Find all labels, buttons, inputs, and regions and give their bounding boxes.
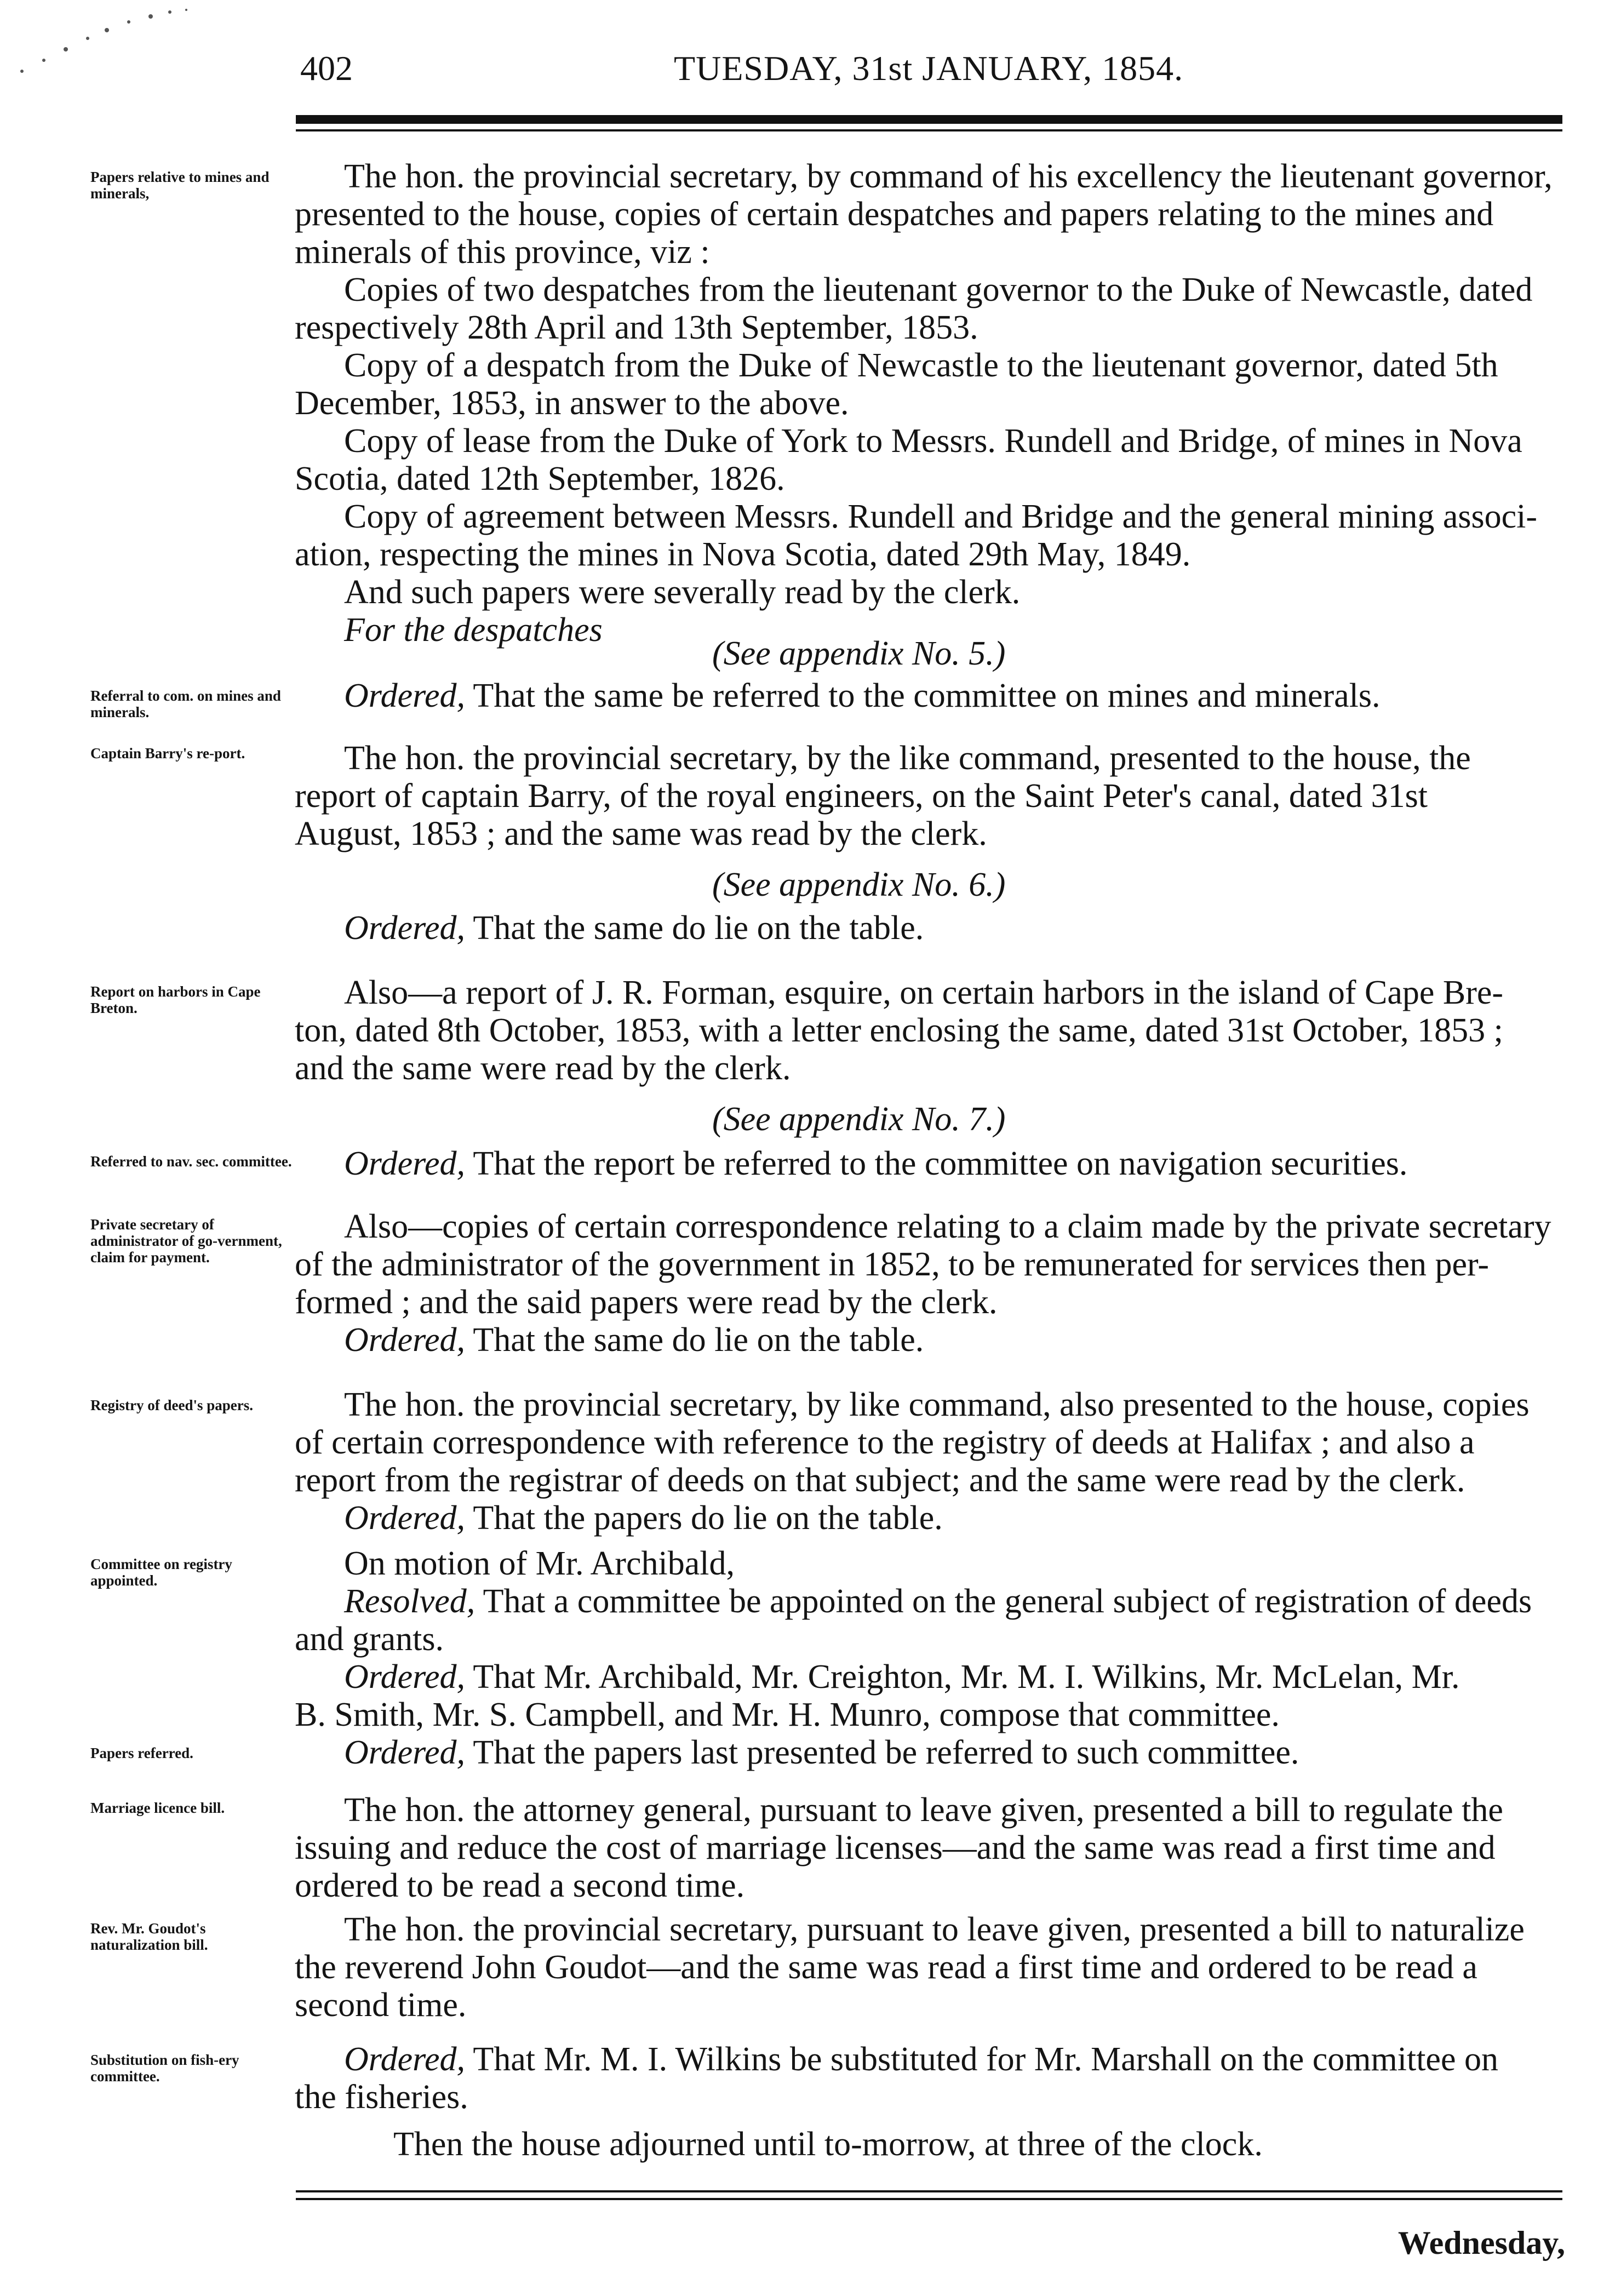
margin-note: Private secretary of administrator of go-vernment, claim for payment. (90, 1216, 282, 1266)
paragraph-adjournment (295, 2126, 1593, 2163)
appendix-reference: (See appendix No. 7.) (712, 1101, 1006, 1138)
ordered-label: Ordered, (344, 677, 465, 714)
paragraph-private-secretary (295, 1208, 1593, 1359)
text-line: The hon. the provincial secretary, pursuant to leave given, presented a bill to naturalize (344, 1911, 1525, 1948)
margin-note: Rev. Mr. Goudot's naturalization bill. (90, 1920, 208, 1953)
text-line: That Mr. M. I. Wilkins be substituted for Mr. Marshall on the committee on (465, 2041, 1498, 2078)
text-line: Scotia, dated 12th September, 1826. (295, 460, 785, 497)
ordered-label: Ordered, (344, 2041, 465, 2078)
text-line: presented to the house, copies of certain despatches and papers relating to the mines and (295, 196, 1494, 233)
text-line: That the same be referred to the committee on mines and minerals. (465, 677, 1381, 714)
paragraph-registry-committee (295, 1545, 1593, 1772)
text-line: August, 1853 ; and the same was read by the clerk. (295, 815, 987, 852)
text-line: That the papers do lie on the table. (465, 1499, 943, 1537)
margin-note: Registry of deed's papers. (90, 1397, 253, 1413)
paragraph-barry-ordered (295, 909, 1593, 947)
margin-note: Papers relative to mines and minerals, (90, 169, 270, 202)
text-line: That the papers last presented be referred to such committee. (465, 1734, 1299, 1771)
text-line: Copy of lease from the Duke of York to Messrs. Rundell and Bridge, of mines in Nova (344, 422, 1522, 460)
text-line: and the same were read by the clerk. (295, 1050, 791, 1087)
text-line: issuing and reduce the cost of marriage licenses—and the same was read a first time and (295, 1829, 1496, 1866)
ordered-label: Ordered, (344, 1499, 465, 1537)
appendix-reference: (See appendix No. 6.) (712, 866, 1006, 903)
margin-note: Captain Barry's re-port. (90, 745, 245, 761)
ordered-label: Ordered, (344, 1321, 465, 1359)
margin-note: Referral to com. on mines and minerals. (90, 688, 281, 720)
text-line: respectively 28th April and 13th September, 1853. (295, 309, 978, 346)
ordered-label: Ordered, (344, 1734, 465, 1771)
text-line: And such papers were severally read by the clerk. (344, 574, 1021, 611)
ordered-label: Ordered, (344, 1658, 465, 1696)
catchword: Wednesday, (1397, 2225, 1565, 2261)
text-line: ation, respecting the mines in Nova Scotia, dated 29th May, 1849. (295, 536, 1191, 573)
text-line: Copies of two despatches from the lieutenant governor to the Duke of Newcastle, dated (344, 271, 1533, 308)
text-line: the fisheries. (295, 2079, 468, 2116)
text-line: minerals of this province, viz : (295, 233, 710, 271)
text-line: formed ; and the said papers were read by the clerk. (295, 1284, 998, 1321)
margin-note: Report on harbors in Cape Breton. (90, 983, 261, 1016)
margin-note: Papers referred. (90, 1745, 193, 1761)
text-line: the reverend John Goudot—and the same was read a first time and ordered to be read a (295, 1949, 1477, 1986)
paragraph-marriage-bill (295, 1791, 1593, 1905)
ordered-label: Ordered, (344, 1145, 465, 1182)
page-number: 402 (300, 49, 353, 88)
text-line: Copy of agreement between Messrs. Rundell and Bridge and the general mining associ- (344, 498, 1538, 535)
resolved-label: Resolved, (344, 1583, 476, 1620)
text-line: ton, dated 8th October, 1853, with a letter enclosing the same, dated 31st October, 1853 ; (295, 1012, 1503, 1049)
text-line: B. Smith, Mr. S. Campbell, and Mr. H. Munro, compose that committee. (295, 1696, 1280, 1733)
text-line: On motion of Mr. Archibald, (344, 1545, 735, 1582)
text-line: Also—copies of certain correspondence relating to a claim made by the private secretary (344, 1208, 1551, 1245)
text-line: report of captain Barry, of the royal engineers, on the Saint Peter's canal, dated 31st (295, 777, 1428, 815)
ordered-label: Ordered, (344, 909, 465, 947)
header-rule-thin (296, 129, 1562, 131)
text-line: ordered to be read a second time. (295, 1867, 745, 1904)
paragraph-fishery-substitution (295, 2041, 1593, 2116)
paragraph-registry-deeds (295, 1386, 1593, 1537)
page-header-title: TUESDAY, 31st JANUARY, 1854. (674, 49, 1184, 88)
text-line: of certain correspondence with reference to the registry of deeds at Halifax ; and also a (295, 1424, 1475, 1461)
text-line: For the despatches (344, 611, 603, 649)
appendix-reference: (See appendix No. 5.) (712, 635, 1006, 672)
text-line: second time. (295, 1986, 467, 2024)
text-line: The hon. the provincial secretary, by the like command, presented to the house, the (344, 740, 1471, 777)
closing-rule (296, 2198, 1562, 2200)
print-speckle (11, 5, 197, 77)
text-line: December, 1853, in answer to the above. (295, 385, 849, 422)
text-line: The hon. the attorney general, pursuant to leave given, presented a bill to regulate the (344, 1791, 1503, 1829)
margin-note: Referred to nav. sec. committee. (90, 1153, 292, 1170)
text-line: That the same do lie on the table. (465, 1321, 924, 1359)
paragraph-naturalization-bill (295, 1911, 1593, 2024)
text-line: That Mr. Archibald, Mr. Creighton, Mr. M. I. Wilkins, Mr. McLelan, Mr. (465, 1658, 1460, 1696)
text-line: report from the registrar of deeds on that subject; and the same were read by the clerk. (295, 1462, 1465, 1499)
text-line: Copy of a despatch from the Duke of Newcastle to the lieutenant governor, dated 5th (344, 347, 1498, 384)
margin-note: Substitution on fish-ery committee. (90, 2052, 239, 2085)
text-line: Also—a report of J. R. Forman, esquire, on certain harbors in the island of Cape Bre- (344, 974, 1504, 1011)
margin-note: Marriage licence bill. (90, 1800, 225, 1816)
margin-note: Committee on registry appointed. (90, 1556, 232, 1589)
text-line: of the administrator of the government in 1852, to be remunerated for services then per- (295, 1246, 1490, 1283)
text-line: That the same do lie on the table. (465, 909, 924, 947)
text-line: The hon. the provincial secretary, by like command, also presented to the house, copies (344, 1386, 1530, 1423)
text-line: and grants. (295, 1621, 444, 1658)
paragraph-mines-papers (295, 158, 1593, 649)
header-rule-thick (296, 115, 1562, 124)
text-line: The hon. the provincial secretary, by command of his excellency the lieutenant governor, (344, 158, 1553, 195)
paragraph-nav-referral (295, 1145, 1593, 1183)
paragraph-harbors-report (295, 974, 1593, 1087)
text-line: Then the house adjourned until to-morrow, at three of the clock. (393, 2126, 1263, 2163)
paragraph-referral (295, 677, 1593, 715)
text-line: That a committee be appointed on the general subject of registration of deeds (475, 1583, 1532, 1620)
paragraph-barry-report (295, 740, 1593, 853)
closing-rule (296, 2190, 1562, 2192)
text-line: That the report be referred to the committee on navigation securities. (465, 1145, 1408, 1182)
